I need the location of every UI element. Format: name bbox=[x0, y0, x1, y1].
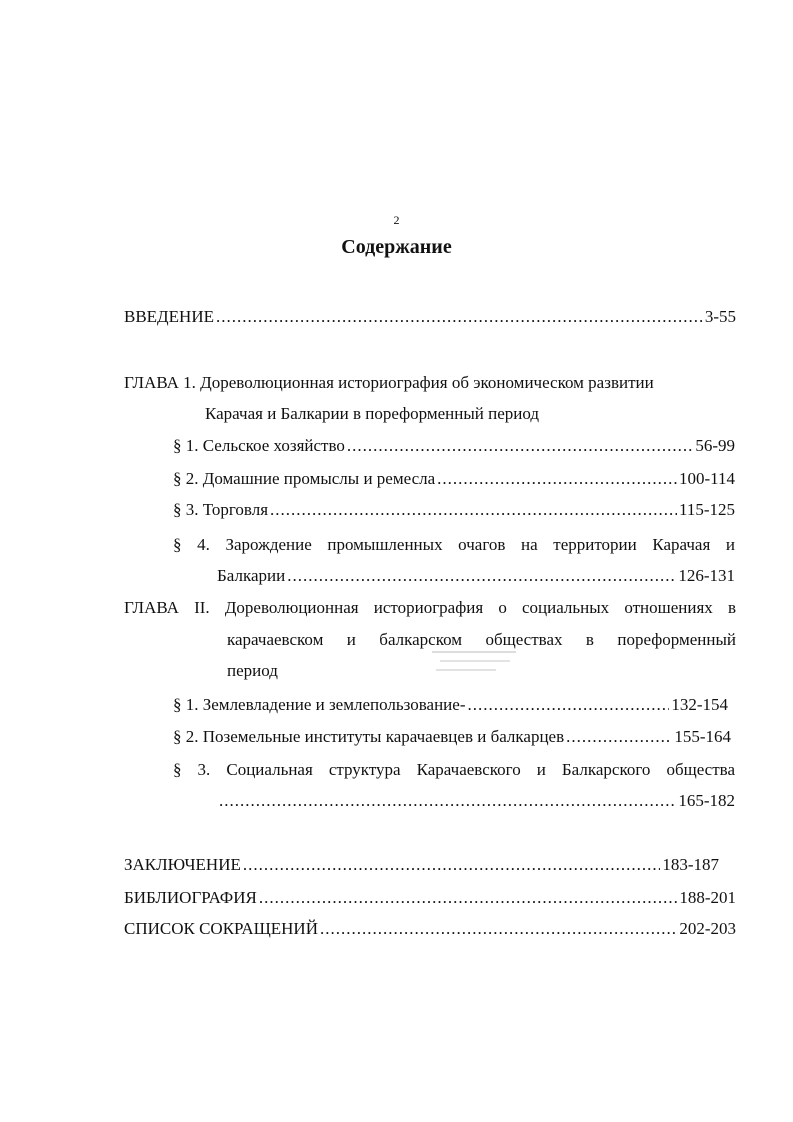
toc-pages: 202-203 bbox=[679, 919, 736, 938]
toc-entry-ch1-s1 bbox=[173, 434, 735, 458]
toc-entry-conclusion bbox=[124, 853, 719, 877]
toc-pages: 165-182 bbox=[678, 791, 735, 810]
toc-pages: 56-99 bbox=[695, 436, 735, 455]
toc-label: СПИСОК СОКРАЩЕНИЙ bbox=[124, 919, 318, 938]
toc-pages: 188-201 bbox=[679, 888, 736, 907]
toc-entry-ch1-s4-cont bbox=[217, 564, 735, 588]
leader-dots bbox=[468, 693, 670, 717]
chapter-2-heading-cont2: период bbox=[227, 661, 278, 680]
toc-entry-ch2-s3-cont bbox=[217, 789, 735, 813]
toc-pages: 126-131 bbox=[678, 566, 735, 585]
toc-entry-ch1-s3 bbox=[173, 498, 735, 522]
toc-pages: 183-187 bbox=[662, 855, 719, 874]
leader-dots bbox=[216, 305, 703, 329]
leader-dots bbox=[287, 564, 676, 588]
toc-label: Балкарии bbox=[217, 566, 286, 585]
leader-dots bbox=[270, 498, 677, 522]
toc-pages: 115-125 bbox=[678, 500, 735, 519]
toc-entry-abbreviations bbox=[124, 917, 736, 941]
toc-entry-ch2-s2 bbox=[173, 725, 731, 749]
toc-entry-ch2-s1 bbox=[173, 693, 728, 717]
toc-pages: 3-55 bbox=[704, 307, 736, 326]
toc-label: § 2. Поземельные институты карачаевцев и балкарцев bbox=[173, 727, 565, 746]
toc-pages: 132-154 bbox=[671, 695, 728, 714]
leader-dots bbox=[347, 434, 693, 458]
chapter-2-heading: ГЛАВА II. Дореволюционная историография о социальных отношениях в bbox=[124, 598, 736, 617]
library-stamp-mark bbox=[430, 648, 520, 676]
leader-dots bbox=[320, 917, 677, 941]
toc-pages: 100-114 bbox=[678, 469, 735, 488]
chapter-1-heading-cont: Карачая и Балкарии в пореформенный период bbox=[205, 404, 540, 423]
toc-entry-intro bbox=[124, 305, 736, 329]
toc-label: § 1. Сельское хозяйство bbox=[173, 436, 345, 455]
toc-label: § 2. Домашние промыслы и ремесла bbox=[173, 469, 436, 488]
leader-dots bbox=[437, 467, 677, 491]
toc-entry-ch2-s3: § 3. Социальная структура Карачаевского и Балкарского общества bbox=[173, 760, 735, 779]
toc-entry-bibliography bbox=[124, 886, 736, 910]
stamp-icon bbox=[430, 648, 520, 676]
leader-dots bbox=[219, 789, 676, 813]
chapter-1-heading: ГЛАВА 1. Дореволюционная историография об экономическом развитии bbox=[124, 373, 654, 392]
page-title: Содержание bbox=[341, 236, 452, 258]
toc-label: § 3. Торговля bbox=[173, 500, 269, 519]
leader-dots bbox=[259, 886, 678, 910]
toc-label: ВВЕДЕНИЕ bbox=[124, 307, 214, 326]
page-number: 2 bbox=[393, 213, 400, 227]
toc-label: БИБЛИОГРАФИЯ bbox=[124, 888, 257, 907]
leader-dots bbox=[566, 725, 672, 749]
toc-label: § 1. Землевладение и землепользование- bbox=[173, 695, 466, 714]
leader-dots bbox=[243, 853, 660, 877]
toc-pages: 155-164 bbox=[674, 727, 731, 746]
toc-entry-ch1-s2 bbox=[173, 467, 735, 491]
chapter-2-heading-cont: карачаевском и балкарском обществах в пореформенный bbox=[227, 630, 736, 649]
toc-label: ЗАКЛЮЧЕНИЕ bbox=[124, 855, 241, 874]
toc-entry-ch1-s4: § 4. Зарождение промышленных очагов на территории Карачая и bbox=[173, 535, 735, 554]
